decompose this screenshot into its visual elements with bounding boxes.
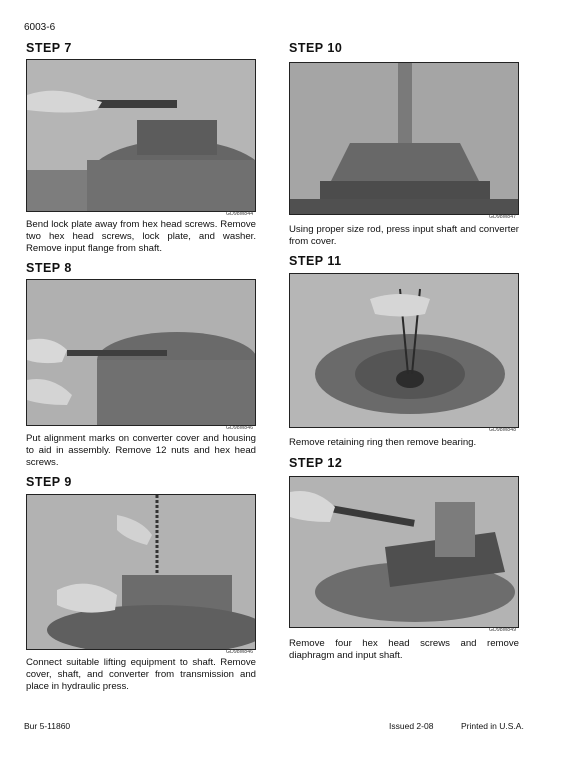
step-8-caption: Put alignment marks on converter cover and housing to aid in assembly. Remove 12 nuts and hex head screws. bbox=[26, 433, 256, 468]
step-10-caption: Using proper size rod, press input shaft and converter from cover. bbox=[289, 224, 519, 247]
step-11-photo bbox=[289, 273, 519, 428]
step-8-figure-id: GD98M846 bbox=[226, 425, 254, 431]
step-9-heading: STEP 9 bbox=[26, 475, 72, 489]
step-12-figure-id: GD98M849 bbox=[489, 627, 517, 633]
document-number: Bur 5-11860 bbox=[24, 721, 71, 731]
step-8-heading: STEP 8 bbox=[26, 261, 72, 275]
step-12-heading: STEP 12 bbox=[289, 456, 343, 470]
step-11-figure-id: GD98M848 bbox=[489, 427, 517, 433]
printed-location: Printed in U.S.A. bbox=[461, 721, 524, 731]
step-7-figure-id: GD98M844 bbox=[226, 211, 254, 217]
step-7-photo bbox=[26, 59, 256, 212]
step-10-figure-id: GD98M847 bbox=[489, 214, 517, 220]
step-10-heading: STEP 10 bbox=[289, 41, 343, 55]
step-11-caption: Remove retaining ring then remove bearing. bbox=[289, 437, 477, 448]
step-7-heading: STEP 7 bbox=[26, 41, 72, 55]
page-number: 6003-6 bbox=[24, 22, 56, 33]
step-9-figure-id: GD98M846 bbox=[226, 649, 254, 655]
issue-date: Issued 2-08 bbox=[389, 721, 434, 731]
step-12-photo bbox=[289, 476, 519, 628]
step-12-caption: Remove four hex head screws and remove diaphragm and input shaft. bbox=[289, 638, 519, 661]
step-10-photo bbox=[289, 62, 519, 215]
step-8-photo bbox=[26, 279, 256, 426]
step-11-heading: STEP 11 bbox=[289, 254, 342, 268]
step-9-caption: Connect suitable lifting equipment to shaft. Remove cover, shaft, and converter from transmission and place in hydraulic press. bbox=[26, 657, 256, 692]
step-9-photo bbox=[26, 494, 256, 650]
step-7-caption: Bend lock plate away from hex head screws. Remove two hex head screws, lock plate, and washer. Remove input flange from shaft. bbox=[26, 219, 256, 254]
